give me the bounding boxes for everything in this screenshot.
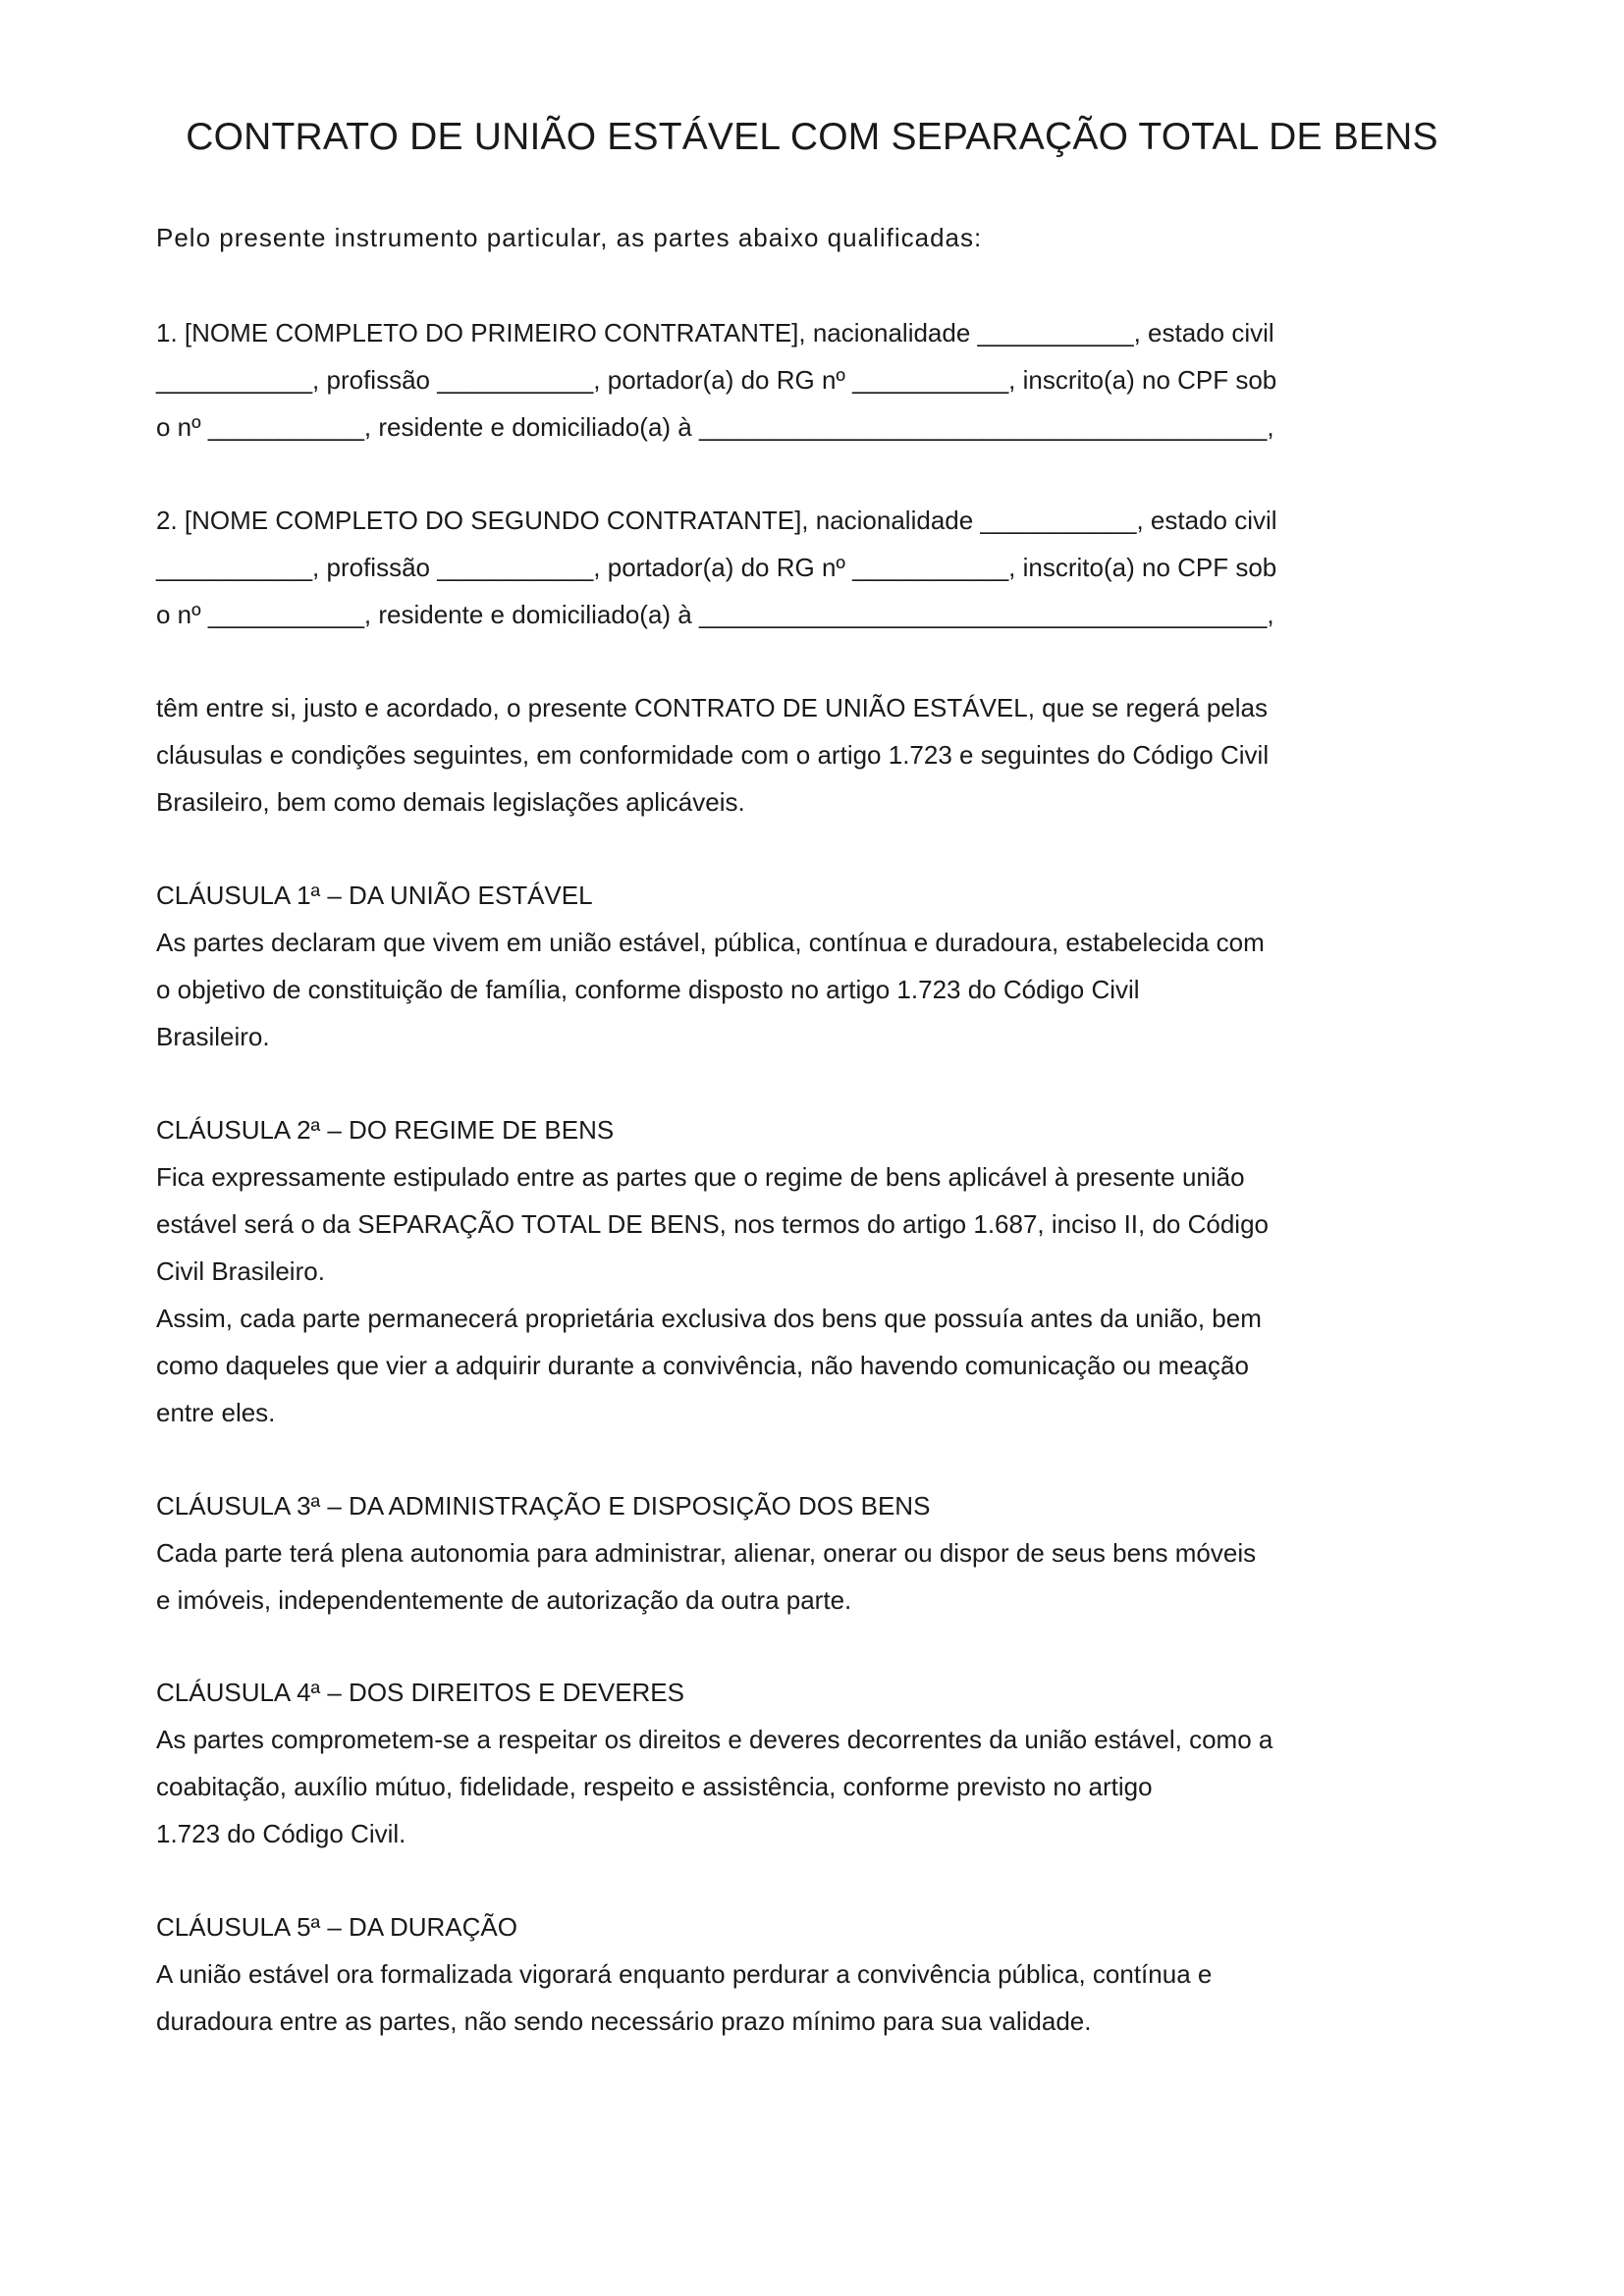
clause2-line-5: como daqueles que vier a adquirir durante a convivência, não havendo comunicação ou meação: [156, 1351, 1249, 1380]
clause4-line-3: 1.723 do Código Civil.: [156, 1819, 406, 1848]
intro-text: Pelo presente instrumento particular, as partes abaixo qualificadas:: [156, 223, 983, 252]
clause1-line-3: Brasileiro.: [156, 1022, 270, 1051]
party1-line-2: ___________, profissão ___________, portador(a) do RG nº ___________, inscrito(a) no CPF sob: [156, 365, 1277, 395]
clause3-heading: CLÁUSULA 3ª – DA ADMINISTRAÇÃO E DISPOSIÇÃO DOS BENS: [156, 1491, 931, 1521]
clause5-line-2: duradoura entre as partes, não sendo necessário prazo mínimo para sua validade.: [156, 2006, 1092, 2036]
clause5-heading: CLÁUSULA 5ª – DA DURAÇÃO: [156, 1912, 517, 1942]
preamble-line-2: cláusulas e condições seguintes, em conformidade com o artigo 1.723 e seguintes do Código Civil: [156, 740, 1270, 770]
clause2-line-6: entre eles.: [156, 1398, 276, 1427]
clause4-line-1: As partes comprometem-se a respeitar os direitos e deveres decorrentes da união estável, como a: [156, 1725, 1273, 1754]
clause1-line-2: o objetivo de constituição de família, conforme disposto no artigo 1.723 do Código Civil: [156, 975, 1140, 1004]
clause4-line-2: coabitação, auxílio mútuo, fidelidade, respeito e assistência, conforme previsto no artigo: [156, 1772, 1153, 1801]
document-title: CONTRATO DE UNIÃO ESTÁVEL COM SEPARAÇÃO TOTAL DE BENS: [186, 116, 1438, 158]
clause1-line-1: As partes declaram que vivem em união estável, pública, contínua e duradoura, estabelecida com: [156, 928, 1265, 957]
clause4-heading: CLÁUSULA 4ª – DOS DIREITOS E DEVERES: [156, 1678, 684, 1707]
clause3-line-1: Cada parte terá plena autonomia para administrar, alienar, onerar ou dispor de seus bens móveis: [156, 1538, 1257, 1568]
party1-line-3: o nº ___________, residente e domiciliado(a) à ________________________________________,: [156, 412, 1274, 442]
party1-line-1: 1. [NOME COMPLETO DO PRIMEIRO CONTRATANTE], nacionalidade ___________, estado civil: [156, 318, 1274, 347]
clause2-heading: CLÁUSULA 2ª – DO REGIME DE BENS: [156, 1115, 615, 1145]
clause2-line-1: Fica expressamente estipulado entre as partes que o regime de bens aplicável à presente união: [156, 1162, 1245, 1192]
clause1-heading: CLÁUSULA 1ª – DA UNIÃO ESTÁVEL: [156, 881, 593, 910]
clause2-line-2: estável será o da SEPARAÇÃO TOTAL DE BENS, nos termos do artigo 1.687, inciso II, do Código: [156, 1209, 1269, 1239]
preamble-line-3: Brasileiro, bem como demais legislações aplicáveis.: [156, 787, 745, 817]
preamble-line-1: têm entre si, justo e acordado, o presente CONTRATO DE UNIÃO ESTÁVEL, que se regerá pelas: [156, 693, 1268, 722]
clause5-line-1: A união estável ora formalizada vigorará enquanto perdurar a convivência pública, contínua e: [156, 1959, 1213, 1989]
party2-line-3: o nº ___________, residente e domiciliado(a) à ________________________________________,: [156, 600, 1274, 629]
clause2-line-3: Civil Brasileiro.: [156, 1256, 325, 1286]
clause2-line-4: Assim, cada parte permanecerá proprietária exclusiva dos bens que possuía antes da união, bem: [156, 1304, 1262, 1333]
party2-line-1: 2. [NOME COMPLETO DO SEGUNDO CONTRATANTE], nacionalidade ___________, estado civil: [156, 506, 1277, 535]
clause3-line-2: e imóveis, independentemente de autorização da outra parte.: [156, 1585, 852, 1615]
party2-line-2: ___________, profissão ___________, portador(a) do RG nº ___________, inscrito(a) no CPF sob: [156, 553, 1277, 582]
